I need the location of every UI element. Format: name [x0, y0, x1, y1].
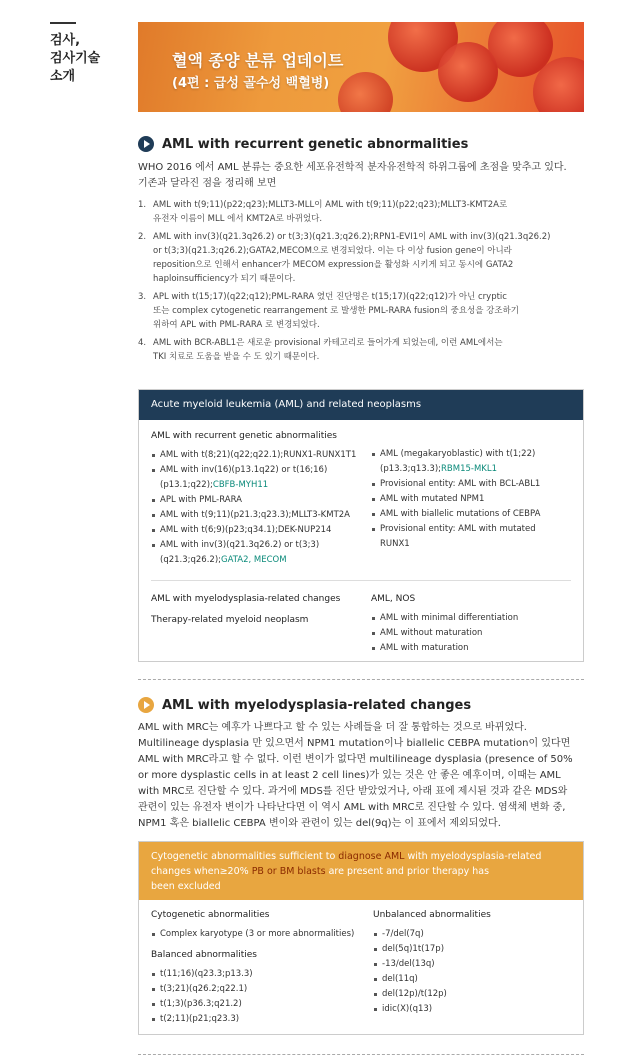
left-column	[151, 429, 371, 568]
nos-list	[371, 611, 576, 656]
sidebar-category	[50, 22, 130, 86]
gene-name: CBFB-MYH11	[212, 480, 269, 490]
list-item: del(12p)/t(12p)	[373, 987, 573, 1002]
list-item	[138, 230, 578, 286]
header-text: been excluded	[151, 881, 221, 892]
divider	[151, 580, 571, 581]
section-heading	[138, 136, 468, 152]
list-item: t(11;16)(q23.3;p13.3)	[151, 967, 371, 982]
section-heading	[138, 697, 471, 713]
table-header: Acute myeloid leukemia (AML) and related neoplasms	[139, 390, 583, 420]
list-item	[371, 477, 576, 492]
classification-table	[138, 389, 584, 662]
item-text: APL with PML-RARA	[160, 495, 242, 505]
list-item	[138, 198, 578, 226]
column-title: Cytogenetic abnormalities	[151, 910, 270, 920]
list-item	[151, 508, 371, 523]
item-text: Provisional entity: AML with mutated RUNX1	[380, 524, 536, 549]
list-item	[151, 463, 371, 493]
column-title: Balanced abnormalities	[151, 950, 257, 960]
category-bar	[50, 22, 76, 24]
item-number: 2.	[138, 232, 147, 242]
list-item: -13/del(13q)	[373, 957, 573, 972]
item-text: AML (megakaryoblastic) with t(1;22) (p13.3;q13.3);	[380, 449, 536, 474]
item-text: AML with t(8;21)(q22;q22.1);RUNX1-RUNX1T1	[160, 450, 357, 460]
list-item: Complex karyotype (3 or more abnormalities)	[151, 927, 371, 942]
right-column	[371, 447, 576, 552]
item-text: AML with t(9;11)(p21.3;q23.3);MLLT3-KMT2A	[160, 510, 351, 520]
list-item	[151, 523, 371, 538]
item-text: AML with biallelic mutations of CEBPA	[380, 509, 541, 519]
item-number: 4.	[138, 338, 147, 348]
unbalanced-list	[373, 927, 573, 1017]
item-text: AML with t(6;9)(p23;q34.1);DEK-NUP214	[160, 525, 332, 535]
list-item	[371, 507, 576, 522]
category-label: AML with myelodysplasia-related changes	[151, 594, 341, 604]
item-text: AML with BCR-ABL1은 새로운 provisional 카테고리로 들어가게 되었는데, 이런 AML에서는 TKI 치료로 도움을 받을 수 도 있기 때문이다.	[153, 338, 503, 362]
banner-subtitle: (4편 : 급성 골수성 백혈병)	[172, 76, 330, 91]
list-item	[138, 336, 578, 364]
bottom-right-column	[371, 592, 576, 656]
list-item: del(5q)1t(17p)	[373, 942, 573, 957]
header-highlight: diagnose AML	[338, 851, 405, 862]
header-highlight: PB or BM blasts	[251, 866, 326, 877]
list-item: -7/del(7q)	[373, 927, 573, 942]
right-list	[371, 447, 576, 552]
category-label: Therapy-related myeloid neoplasm	[151, 615, 309, 625]
list-item	[371, 447, 576, 477]
list-item	[371, 492, 576, 507]
list-item	[151, 493, 371, 508]
header-text: are present and prior therapy has	[325, 866, 490, 877]
right-column	[373, 908, 573, 1017]
left-column	[151, 908, 371, 1027]
item-text: AML with mutated NPM1	[380, 494, 485, 504]
blood-cell-image	[338, 72, 393, 112]
play-bullet-icon	[138, 697, 154, 713]
balanced-list	[151, 967, 371, 1027]
section-intro: WHO 2016 에서 AML 분류는 중요한 세포유전학적 분자유전학적 하위그룹에 초점을 맞추고 있다. 기존과 달라진 점을 정리해 보면	[138, 162, 567, 189]
list-item	[151, 538, 371, 568]
category-label: 검사, 검사기술 소개	[50, 33, 101, 84]
play-bullet-icon	[138, 136, 154, 152]
item-text: AML with t(9;11)(p22;q23);MLLT3-MLL이 AML with t(9;11)(p22;q23);MLLT3-KMT2A로 유전자 이름이 MLL 에서 KMT2A로 바뀌었다.	[153, 200, 508, 224]
item-text: AML with inv(16)(p13.1q22) or t(16;16) (p13.1;q22);	[160, 465, 328, 490]
column-title: AML with recurrent genetic abnormalities	[151, 431, 337, 441]
list-item: AML without maturation	[371, 626, 576, 641]
left-list	[151, 448, 371, 568]
list-item: t(2;11)(p21;q23.3)	[151, 1012, 371, 1027]
section-title: AML with recurrent genetic abnormalities	[162, 136, 469, 152]
item-number: 3.	[138, 292, 147, 302]
list-item: t(3;21)(q26.2;q22.1)	[151, 982, 371, 997]
list-item: t(1;3)(p36.3;q21.2)	[151, 997, 371, 1012]
header-text: changes when≥20%	[151, 866, 252, 877]
header-text: with myelodysplasia-related	[404, 851, 542, 862]
article-banner	[138, 22, 584, 112]
divider	[138, 1054, 584, 1055]
list-item: AML with minimal differentiation	[371, 611, 576, 626]
item-text: Provisional entity: AML with BCL-ABL1	[380, 479, 541, 489]
gene-name: RBM15-MKL1	[441, 464, 498, 474]
item-text: APL with t(15;17)(q22;q12);PML-RARA 였던 진단명은 t(15;17)(q22;q12)가 아닌 cryptic 또는 complex cytogenetic rearrangement 로 발생한 PML-RARA fusion의 중요성을 강조하기 위하여 APL with PML-RARA 로 변경되었다.	[153, 292, 520, 330]
change-list	[138, 198, 578, 368]
banner-title: 혈액 종양 분류 업데이트	[172, 51, 344, 70]
list-item: AML with maturation	[371, 641, 576, 656]
cytogenetic-list	[151, 927, 371, 942]
list-item	[151, 448, 371, 463]
divider	[138, 679, 584, 680]
section-title: AML with myelodysplasia-related changes	[162, 697, 472, 713]
item-text: AML with inv(3)(q21.3q26.2) or t(3;3)(q21.3;q26.2);RPN1-EVI1이 AML with inv(3)(q21.3q26.2) or t(3;3)(q21.3;q26.2);GATA2,MECOM으로 변경되었다. 이는 다 이상 fusion gene이 아니라 reposition으로 인해서 enhancer가 MECOM expression을 활성화 시키게 되고 동시에 GATA2 haploinsufficiency가 되기 때문이다.	[153, 232, 551, 284]
section-paragraph: AML with MRC는 예후가 나쁘다고 할 수 있는 사례들을 더 잘 통합하는 것으로 바뀌었다. Multilineage dysplasia 만 있으면서 NPM1 mutation이나 biallelic CEBPA mutation이 있다면 AML with MRC라고 할 수 없다. 이런 변이가 없다면 multilineage dysplasia (presence of 50% or more dysplastic cells in at least 2 cell lines)가 있는 것은 안 좋은 예후이며, 이때는 AML with MRC로 진단할 수 있다. 과거에 MDS를 진단 받았었거나, 아래 표에 제시된 것과 같은 MDS와 관련이 있는 유전자 변이가 나타난다면 이 역시 AML with MRC로 진단할 수 있다. 염색체 변화 중, NPM1 혹은 biallelic CEBPA 변이와 관련이 있는 del(9q)는 이 표에서 제외되었다.	[138, 722, 573, 829]
header-text: Cytogenetic abnormalities sufficient to	[151, 851, 339, 862]
list-item: idic(X)(q13)	[373, 1002, 573, 1017]
bottom-left-column	[151, 592, 371, 632]
list-item: del(11q)	[373, 972, 573, 987]
column-title: AML, NOS	[371, 594, 416, 604]
column-title: Unbalanced abnormalities	[373, 910, 491, 920]
item-text: AML with inv(3)(q21.3q26.2) or t(3;3) (q21.3;q26.2);	[160, 540, 320, 565]
cytogenetic-table	[138, 841, 584, 1035]
list-item	[138, 290, 578, 332]
gene-name: GATA2, MECOM	[221, 555, 287, 565]
table-header	[139, 842, 583, 900]
item-number: 1.	[138, 200, 147, 210]
list-item	[371, 522, 576, 552]
